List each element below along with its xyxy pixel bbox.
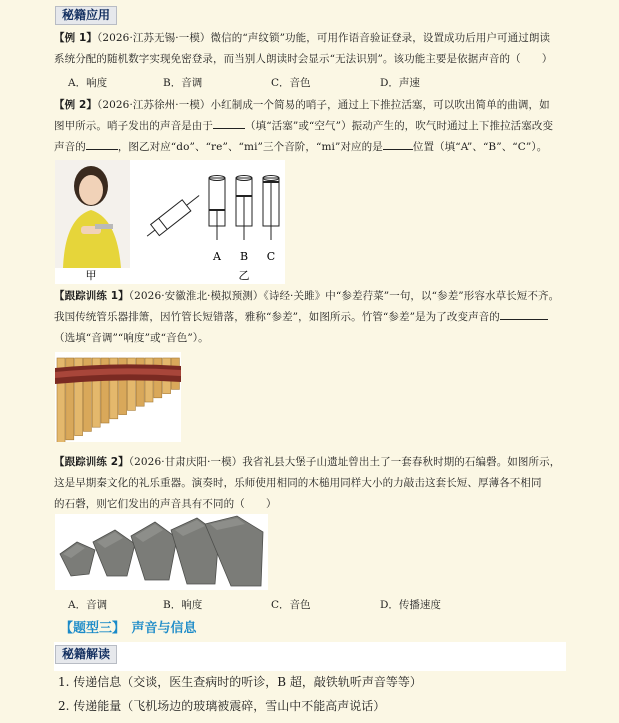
figure-label-jia: 甲: [85, 269, 97, 282]
tracking-2-options: [68, 597, 548, 613]
tracking-1-line-1: 【跟踪训练 1】（2026·安徽淮北·模拟预测）《诗经·关雎》中“参差荇菜”一句，以“参差”形容水草长短不齐。: [54, 290, 560, 302]
answer-blank[interactable]: [86, 138, 118, 150]
example-1-label: 【例 1】: [54, 32, 97, 44]
section-tag-application: 秘籍应用: [55, 6, 117, 25]
tube-group: [209, 176, 279, 241]
tube-label-a: A: [213, 250, 221, 263]
option-b[interactable]: B．音调: [163, 77, 203, 89]
tracking-2-line-2: 这是早期秦文化的礼乐重器。演奏时，乐师使用相同的木槌用同样大小的力敲击这套长短、厚薄各不相同: [54, 477, 542, 489]
tracking-1-line-2: 我国传统管乐器排箫，因竹管长短错落，雅称“参差”，如图所示。竹管“参差”是为了改变声音的: [54, 307, 574, 328]
whistle-drawing: [143, 190, 204, 242]
type-3-heading: 【题型三】 声音与信息: [60, 621, 197, 636]
stone-chimes-drawing: [55, 514, 268, 590]
option-a[interactable]: A．响度: [68, 77, 108, 89]
option-c[interactable]: C．音色: [271, 77, 311, 89]
tracking-2: [54, 452, 574, 515]
tube-label-c: C: [266, 250, 276, 263]
example-1-line-2: 系统分配的随机数字实现免密登录，而当别人朗读时会显示“无法识别”。该功能主要是依据声音的（ ）: [54, 53, 553, 65]
pan-flute-drawing: [55, 352, 181, 442]
answer-blank[interactable]: [500, 308, 548, 320]
pan-flute-figure: [55, 352, 181, 442]
example-2: [54, 95, 574, 158]
option-a[interactable]: A．音调: [68, 599, 108, 611]
example-1-options: [68, 75, 548, 91]
option-d[interactable]: D．传播速度: [380, 599, 441, 611]
interpretation-bar: [54, 642, 566, 671]
tracking-1: [54, 286, 574, 349]
figure-label-yi: 乙: [238, 269, 250, 282]
interpretation-item-1: 1. 传递信息（交谈，医生查病时的听诊，B 超，敲铁轨听声音等等）: [58, 675, 422, 689]
whistle-figure-drawing: [55, 160, 285, 284]
example-1-line-1: 【例 1】（2026·江苏无锡·一模）微信的“声纹锁”功能，可用作语音验证登录，设置成功后用户可通过朗读: [54, 32, 551, 44]
option-b[interactable]: B．响度: [163, 599, 203, 611]
interpretation-item-2: 2. 传递能量（飞机场边的玻璃被震碎，雪山中不能高声说话）: [58, 699, 386, 713]
tracking-1-line-3: （选填“音调”“响度”或“音色”）。: [54, 332, 209, 344]
answer-blank[interactable]: [383, 138, 413, 150]
whistle-figure: [55, 160, 285, 284]
answer-blank[interactable]: [213, 117, 245, 129]
example-2-label: 【例 2】: [54, 99, 97, 111]
section-tag-interpretation: 秘籍解读: [55, 645, 117, 664]
example-2-line-1: 【例 2】（2026·江苏徐州·一模）小红制成一个简易的哨子，通过上下推拉活塞，可以吹出简单的曲调，如: [54, 99, 550, 111]
example-1: [54, 28, 574, 70]
tracking-2-label: 【跟踪训练 2】: [54, 456, 129, 468]
option-d[interactable]: D．声速: [380, 77, 420, 89]
tube-label-b: B: [239, 250, 249, 263]
option-c[interactable]: C．音色: [271, 599, 311, 611]
tracking-1-label: 【跟踪训练 1】: [54, 290, 129, 302]
stone-chimes-figure: [55, 514, 268, 590]
tracking-2-line-1: 【跟踪训练 2】（2026·甘肃庆阳·一模）我省礼县大堡子山遗址曾出土了一套春秋时期的石编磬。如图所示，: [54, 456, 561, 468]
example-2-line-3: 声音的 ，图乙对应“do”、“re”、“mi”三个音阶，“mi”对应的是 位置（填“A”、“B”、“C”）。: [54, 137, 574, 158]
tracking-2-line-3: 的石磬，则它们发出的声音具有不同的（ ）: [54, 498, 277, 510]
example-2-line-2: 图甲所示。哨子发出的声音是由于 （填“活塞”或“空气”）振动产生的，吹气时通过上下推拉活塞改变: [54, 116, 574, 137]
girl-illustration: [55, 160, 130, 268]
